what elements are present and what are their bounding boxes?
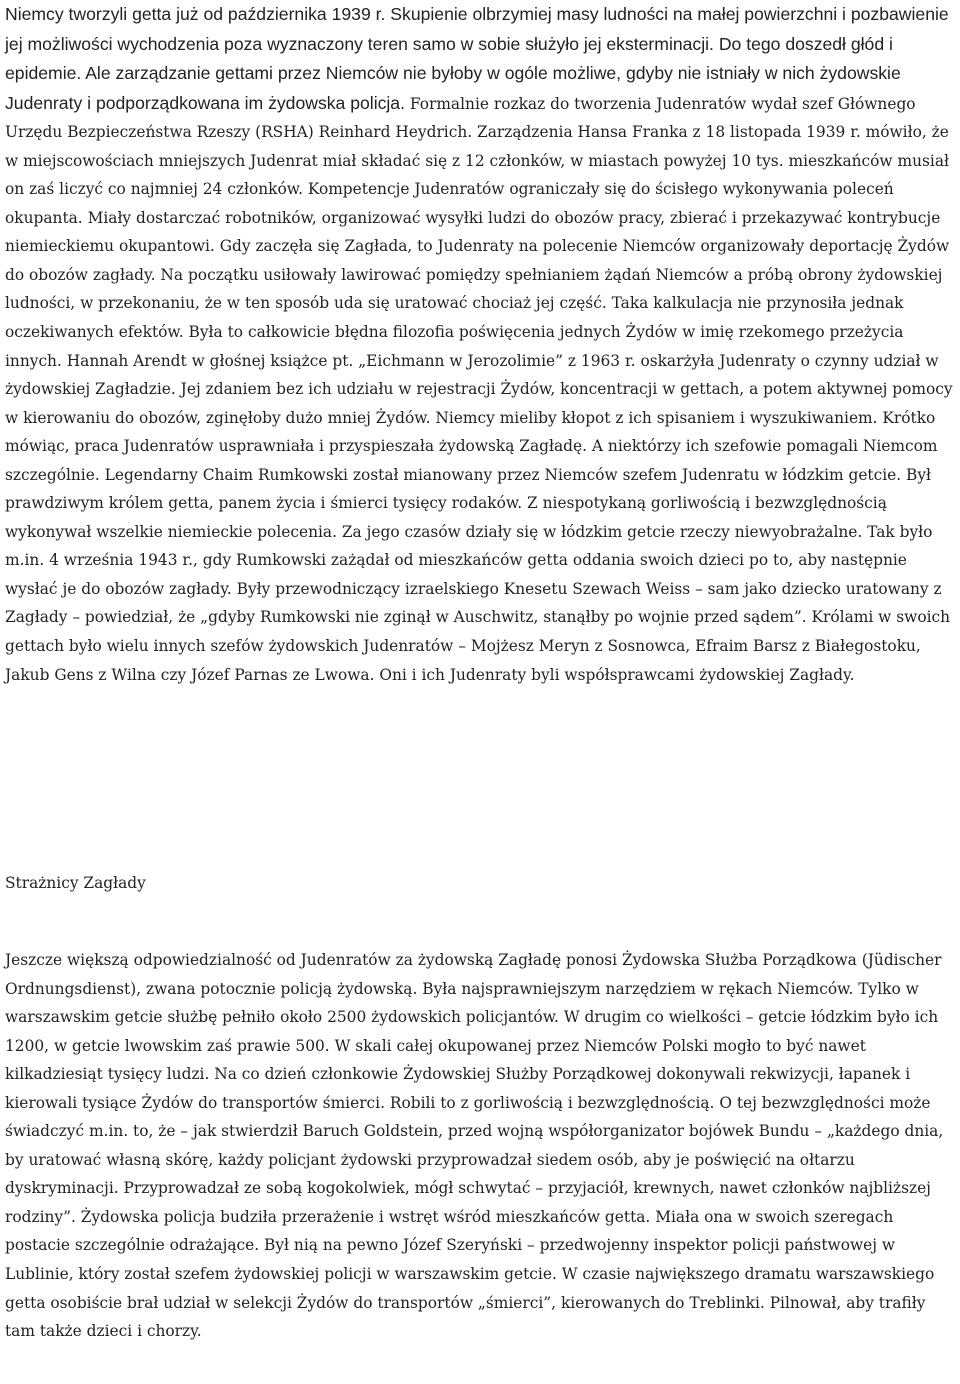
article-paragraph-1	[5, 0, 955, 689]
article-paragraph-2: Jeszcze większą odpowiedzialność od Judenratów za żydowską Zagładę ponosi Żydowska Służba Porządkowa (Jüdischer Ordnungsdienst), zwana potocznie policją żydowską. Była najsprawniejszym narzędziem w rękach Niemców. Tylko w warszawskim getcie służbę pełniło około 2500 żydowskich policjantów. W drugim co wielkości – getcie łódzkim było ich 1200, w getcie lwowskim zaś prawie 500. W skali całej okupowanej przez Niemców Polski mogło to być nawet kilkadziesiąt tysięcy ludzi. Na co dzień członkowie Żydowskiej Służby Porządkowej dokonywali rekwizycji, łapanek i kierowali tysiące Żydów do transportów śmierci. Robili to z gorliwością i bezwzględnością. O tej bezwzględności może świadczyć m.in. to, że – jak stwierdził Baruch Goldstein, przed wojną współorganizator bojówek Bundu – „każdego dnia, by uratować własną skórę, każdy policjant żydowski przyprowadzał siedem osób, aby je poświęcić na ołtarzu dyskryminacji. Przyprowadzał ze sobą kogokolwiek, mógł schwytać – przyjaciół, krewnych, nawet członków najbliższej rodziny”. Żydowska policja budziła przerażenie i wstręt wśród mieszkańców getta. Miała ona w swoich szeregach postacie szczególnie odrażające. Był nią na pewno Józef Szeryński – przedwojenny inspektor policji państwowej w Lublinie, który został szefem żydowskiej policji w warszawskim getcie. W czasie największego dramatu warszawskiego getta osobiście brał udział w selekcji Żydów do transportów „śmierci”, kierowanych do Treblinki. Pilnował, aby trafiły tam także dzieci i chorzy.	[5, 951, 944, 1341]
section-heading: Strażnicy Zagłady	[5, 874, 146, 892]
paragraph-lead-text: Niemcy tworzyli getta już od października 1939 r. Skupienie olbrzymiej masy ludności na małej powierzchni i pozbawienie jej możliwości wychodzenia poza wyznaczony teren samo w sobie służyło jej eksterminacji. Do tego doszedł głód i epidemie. Ale zarządzanie gettami przez Niemców nie byłoby w ogóle możliwe, gdyby nie istniały w nich żydowskie Judenraty i podporządkowana im żydowska policja.	[5, 4, 949, 113]
paragraph-body-text: Formalnie rozkaz do tworzenia Judenratów wydał szef Głównego Urzędu Bezpieczeństwa Rzeszy (RSHA) Reinhard Heydrich. Zarządzenia Hansa Franka z 18 listopada 1939 r. mówiło, że w miejscowościach mniejszych Judenrat miał składać się z 12 członków, w miastach powyżej 10 tys. mieszkańców musiał on zaś liczyć co najmniej 24 członków. Kompetencje Judenratów ograniczały się do ścisłego wykonywania poleceń okupanta. Miały dostarczać robotników, organizować wysyłki ludzi do obozów pracy, zbierać i przekazywać kontrybucje niemieckiemu okupantowi. Gdy zaczęła się Zagłada, to Judenraty na polecenie Niemców organizowały deportację Żydów do obozów zagłady. Na początku usiłowały lawirować pomiędzy spełnianiem żądań Niemców a próbą obrony żydowskiej ludności, w przekonaniu, że w ten sposób uda się uratować chociaż jej część. Taka kalkulacja nie przynosiła jednak oczekiwanych efektów. Była to całkowicie błędna filozofia poświęcenia jednych Żydów w imię rzekomego przeżycia innych. Hannah Arendt w głośnej książce pt. „Eichmann w Jerozolimie” z 1963 r. oskarżyła Judenraty o czynny udział w żydowskiej Zagładzie. Jej zdaniem bez ich udziału w rejestracji Żydów, koncentracji w gettach, a potem aktywnej pomocy w kierowaniu do obozów, zginęłoby dużo mniej Żydów. Niemcy mieliby kłopot z ich spisaniem i wyszukiwaniem. Krótko mówiąc, praca Judenratów usprawniała i przyspieszała żydowską Zagładę. A niektórzy ich szefowie pomagali Niemcom szczególnie. Legendarny Chaim Rumkowski został mianowany przez Niemców szefem Judenratu w łódzkim getcie. Był prawdziwym królem getta, panem życia i śmierci tysięcy rodaków. Z niespotykaną gorliwością i bezwzględnością wykonywał wszelkie niemieckie polecenia. Za jego czasów działy się w łódzkim getcie rzeczy niewyobrażalne. Tak było m.in. 4 września 1943 r., gdy Rumkowski zażądał od mieszkańców getta oddania swoich dzieci po to, aby następnie wysłać je do obozów zagłady. Były przewodniczący izraelskiego Knesetu Szewach Weiss – sam jako dziecko uratowany z Zagłady – powiedział, że „gdyby Rumkowski nie zginął w Auschwitz, stanąłby po wojnie przed sądem”. Królami w swoich gettach było wielu innych szefów żydowskich Judenratów – Mojżesz Meryn z Sosnowca, Efraim Barsz z Białegostoku, Jakub Gens z Wilna czy Józef Parnas ze Lwowa. Oni i ich Judenraty byli współsprawcami żydowskiej Zagłady.	[5, 94, 953, 684]
